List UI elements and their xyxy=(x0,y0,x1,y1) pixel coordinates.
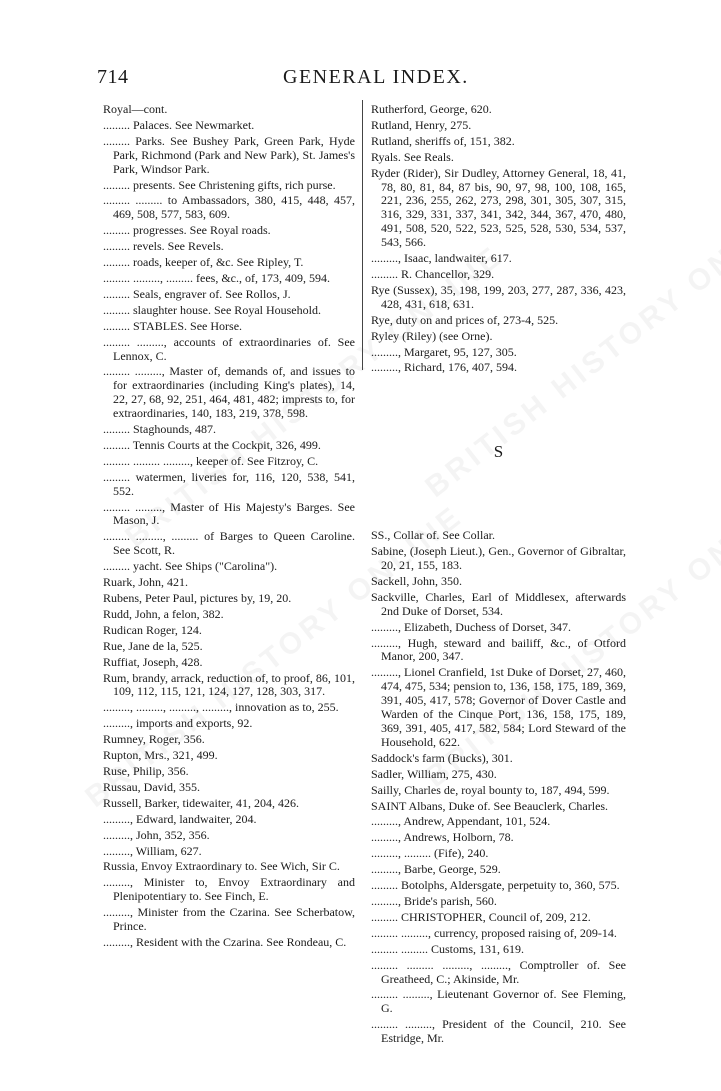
index-entry: ......... Seals, engraver of. See Rollos, J. xyxy=(103,286,291,301)
index-entry: ......... ........., Lieutenant Governor of. See Fleming, G. xyxy=(371,987,626,1016)
index-entry: ......... revels. See Revels. xyxy=(103,239,224,254)
index-entry: ........., Lionel Cranfield, 1st Duke of Dorset, 27, 460, 474, 475, 534; pension to, 136, 158, 175, 189, 369, 391, 405, 417, 578; Governor of Dover Castle and Warden of the Cinque Port, 136, 158, 175, 189, 369, 391, 405, 417, 582, 584; Lord Steward of the Household, 622. xyxy=(371,665,626,749)
index-entry: ........., Resident with the Czarina. See Rondeau, C. xyxy=(103,934,347,949)
index-entry: ......... ......... ........., keeper of. See Fitzroy, C. xyxy=(103,453,319,468)
index-entry: ......... ........., ......... fees, &c., of, 173, 409, 594. xyxy=(103,270,330,285)
index-entry: ......... CHRISTOPHER, Council of, 209, 212. xyxy=(371,909,591,924)
index-entry: ........., Margaret, 95, 127, 305. xyxy=(371,344,517,359)
index-entry: ......... Staghounds, 487. xyxy=(103,422,217,437)
index-entry: ........., Isaac, landwaiter, 617. xyxy=(371,251,512,266)
index-entry: ......... roads, keeper of, &c. See Ripley, T. xyxy=(103,255,304,270)
index-entry: ......... Parks. See Bushey Park, Green Park, Hyde Park, Richmond (Park and New Park), St. James's Park, Windsor Park. xyxy=(103,133,355,176)
index-entry: ........., Bride's parish, 560. xyxy=(371,893,497,908)
index-entry: Sabine, (Joseph Lieut.), Gen., Governor of Gibraltar, 20, 21, 155, 183. xyxy=(371,544,626,573)
index-entry: Sadler, William, 275, 430. xyxy=(371,766,497,781)
index-entry: Ryals. See Reals. xyxy=(371,149,454,164)
index-entry: Sackell, John, 350. xyxy=(371,573,462,588)
index-entry: SS., Collar of. See Collar. xyxy=(371,528,495,543)
index-entry: ......... Botolphs, Aldersgate, perpetuity to, 360, 575. xyxy=(371,878,620,893)
index-entry: ......... watermen, liveries for, 116, 120, 538, 541, 552. xyxy=(103,469,355,498)
index-entry: ......... presents. See Christening gifts, rich purse. xyxy=(103,177,336,192)
index-entry: ........., imports and exports, 92. xyxy=(103,716,253,731)
index-entry: ......... ......... ........., ........., Comptroller of. See Greatheed, C.; Akinside, Mr. xyxy=(371,957,626,986)
right-column xyxy=(371,103,626,1048)
page-number: 714 xyxy=(97,66,129,88)
index-entry: Ryder (Rider), Sir Dudley, Attorney General, 18, 41, 78, 80, 81, 84, 87 bis, 90, 97, 98, 100, 108, 165, 221, 236, 255, 262, 273, 298, 301, 305, 307, 315, 316, 329, 331, 337, 341, 342, 344, 367, 470, 480, 491, 508, 520, 522, 523, 525, 528, 530, 534, 537, 543, 566. xyxy=(371,165,626,250)
index-entry: Ruffiat, Joseph, 428. xyxy=(103,654,203,669)
index-entry: Ryley (Riley) (see Orne). xyxy=(371,328,493,343)
index-entry: Rye, duty on and prices of, 273-4, 525. xyxy=(371,312,559,327)
index-entry: Rudd, John, a felon, 382. xyxy=(103,606,224,621)
index-entry: Rutland, sheriffs of, 151, 382. xyxy=(371,133,515,148)
index-entry: ........., Andrews, Holborn, 78. xyxy=(371,830,514,845)
index-entry: ......... ........., accounts of extraordinaries of. See Lennox, C. xyxy=(103,334,355,363)
index-entry: Rubens, Peter Paul, pictures by, 19, 20. xyxy=(103,591,292,605)
index-entry: Sackville, Charles, Earl of Middlesex, afterwards 2nd Duke of Dorset, 534. xyxy=(371,589,626,618)
index-entry: ......... ........., currency, proposed raising of, 209-14. xyxy=(371,925,617,940)
index-entry: ......... ........., President of the Council, 210. See Estridge, Mr. xyxy=(371,1017,626,1046)
index-entry: ......... ......... Customs, 131, 619. xyxy=(371,941,525,956)
index-entry: Rutherford, George, 620. xyxy=(371,102,492,116)
index-entry: Rye (Sussex), 35, 198, 199, 203, 277, 287, 336, 423, 428, 431, 618, 631. xyxy=(371,282,626,311)
index-entry: ......... R. Chancellor, 329. xyxy=(371,266,495,281)
index-entry: ........., Hugh, steward and bailiff, &c., of Otford Manor, 200, 347. xyxy=(371,635,626,664)
index-entry: Rupton, Mrs., 321, 499. xyxy=(103,748,218,763)
index-entry: SAINT Albans, Duke of. See Beauclerk, Charles. xyxy=(371,798,609,813)
index-entry: Russau, David, 355. xyxy=(103,779,200,794)
index-entry: ........., ......... (Fife), 240. xyxy=(371,846,489,861)
section-letter: S xyxy=(493,442,504,462)
index-entry: ........., Minister to, Envoy Extraordinary and Plenipotentiary to. See Finch, E. xyxy=(103,875,355,904)
index-entry: ........., Minister from the Czarina. See Scherbatow, Prince. xyxy=(103,905,355,934)
index-entry: Royal—cont. xyxy=(103,102,168,116)
index-entry: ........., ........., ........., ........., innovation as to, 255. xyxy=(103,700,339,715)
index-entry: ........., Elizabeth, Duchess of Dorset, 347. xyxy=(371,619,571,634)
index-entry: ........., Edward, landwaiter, 204. xyxy=(103,811,257,826)
running-head: GENERAL INDEX. xyxy=(283,66,469,88)
index-entry: ......... ........., Master of His Majesty's Barges. See Mason, J. xyxy=(103,499,355,528)
index-entry: Rutland, Henry, 275. xyxy=(371,117,472,132)
index-entry: Ruark, John, 421. xyxy=(103,575,188,590)
index-entry: ......... Tennis Courts at the Cockpit, 326, 499. xyxy=(103,437,321,452)
index-entry: Rumney, Roger, 356. xyxy=(103,732,205,747)
index-entry: ........., Richard, 176, 407, 594. xyxy=(371,360,517,375)
index-entry: ......... STABLES. See Horse. xyxy=(103,318,243,333)
index-entry: ......... ........., Master of, demands of, and issues to for extraordinaries (including King's plates), 14, 22, 27, 68, 92, 251, 464, 481, 482; imprests to, for extraordinaries, 140, 183, 219, 378, 598. xyxy=(103,364,355,421)
index-entry: ......... ........., ......... of Barges to Queen Caroline. See Scott, R. xyxy=(103,529,355,558)
index-entry: ........., William, 627. xyxy=(103,843,202,858)
index-entry: Sailly, Charles de, royal bounty to, 187, 494, 599. xyxy=(371,782,610,797)
index-entry: ........., Barbe, George, 529. xyxy=(371,862,501,877)
index-entry: Rue, Jane de la, 525. xyxy=(103,638,203,653)
index-entry: Saddock's farm (Bucks), 301. xyxy=(371,750,513,765)
index-entry: Rudican Roger, 124. xyxy=(103,622,202,637)
index-entry: ........., Andrew, Appendant, 101, 524. xyxy=(371,814,551,829)
index-entry: ......... slaughter house. See Royal Household. xyxy=(103,302,321,317)
left-column xyxy=(103,103,355,952)
index-entry: ........., John, 352, 356. xyxy=(103,827,210,842)
index-entry: ......... ......... to Ambassadors, 380, 415, 448, 457, 469, 508, 577, 583, 609. xyxy=(103,193,355,222)
index-entry: Russia, Envoy Extraordinary to. See Wich, Sir C. xyxy=(103,859,340,874)
index-entry: ......... Palaces. See Newmarket. xyxy=(103,117,255,132)
column-divider xyxy=(362,100,363,370)
index-entry: Russell, Barker, tidewaiter, 41, 204, 426. xyxy=(103,795,300,810)
index-entry: ......... progresses. See Royal roads. xyxy=(103,223,271,238)
index-entry: Rum, brandy, arrack, reduction of, to proof, 86, 101, 109, 112, 115, 121, 124, 127, 128, 303, 317. xyxy=(103,670,355,699)
index-entry: ......... yacht. See Ships ("Carolina"). xyxy=(103,559,278,574)
index-entry: Ruse, Philip, 356. xyxy=(103,763,189,778)
